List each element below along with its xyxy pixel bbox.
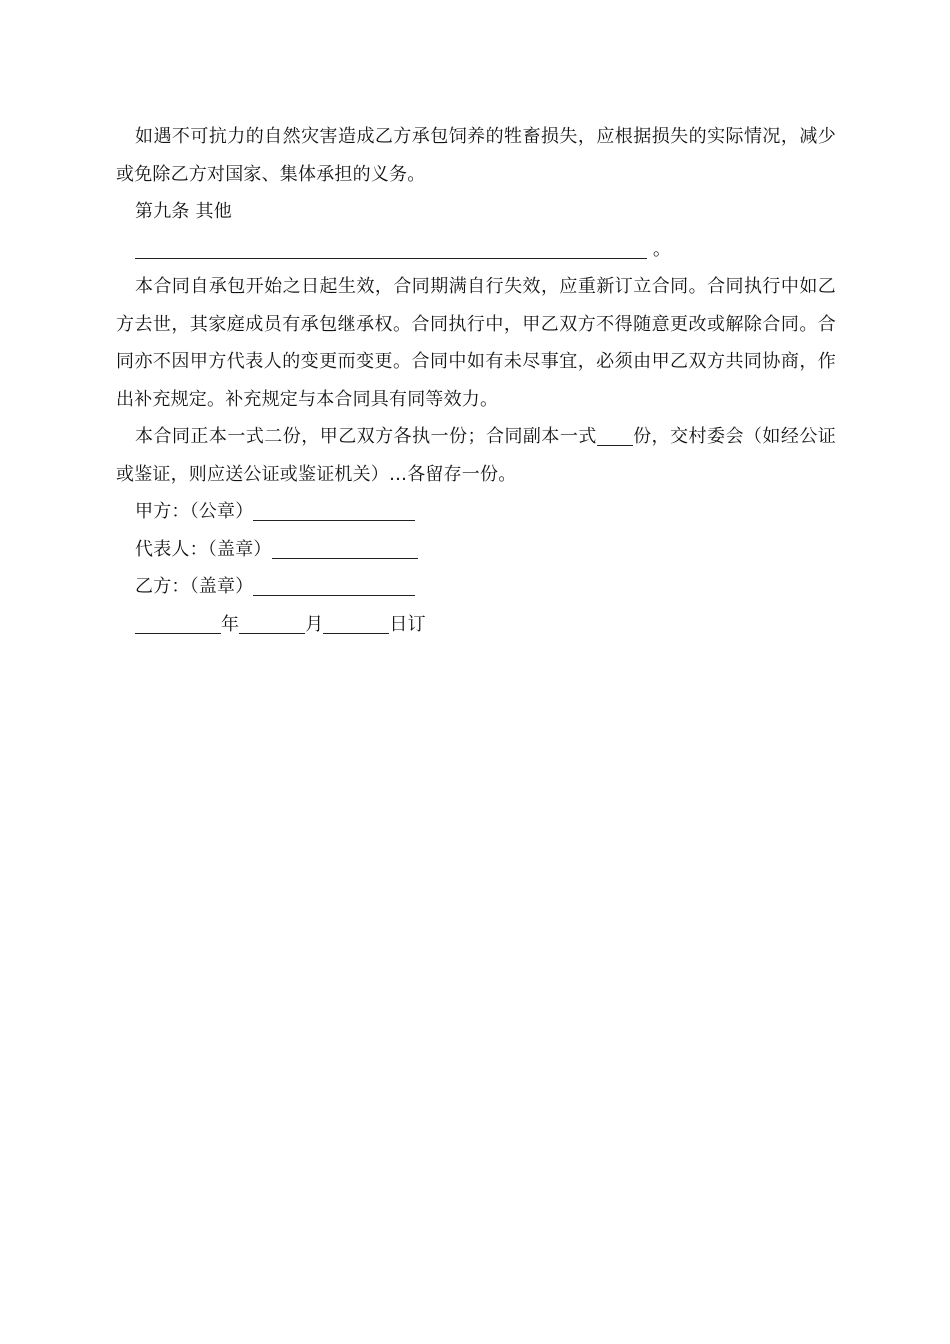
period-mark: 。 bbox=[652, 238, 672, 260]
fill-in-blank-copies[interactable] bbox=[597, 423, 633, 446]
fill-in-blank-day[interactable] bbox=[323, 611, 389, 634]
article-nine-blank-line bbox=[116, 231, 836, 269]
fill-in-blank-other[interactable] bbox=[135, 236, 647, 259]
signing-date bbox=[116, 606, 836, 644]
fill-in-blank-party-b[interactable] bbox=[253, 573, 415, 596]
paragraph-force-majeure: 如遇不可抗力的自然灾害造成乙方承包饲养的牲畜损失，应根据损失的实际情况，减少或免除乙方对国家、集体承担的义务。 bbox=[116, 126, 836, 185]
month-label: 月 bbox=[305, 613, 324, 635]
fill-in-blank-representative[interactable] bbox=[272, 536, 418, 559]
signature-party-a bbox=[116, 493, 836, 531]
fill-in-blank-year[interactable] bbox=[135, 611, 221, 634]
party-b-label: 乙方：（盖章） bbox=[135, 576, 254, 597]
day-label: 日订 bbox=[389, 613, 426, 635]
year-label: 年 bbox=[221, 613, 240, 635]
signature-representative bbox=[116, 531, 836, 569]
copies-text-part1: 本合同正本一式二份，甲乙双方各执一份；合同副本一式 bbox=[135, 426, 597, 447]
fill-in-blank-party-a[interactable] bbox=[253, 498, 415, 521]
paragraph-copies bbox=[116, 418, 836, 493]
representative-label: 代表人：（盖章） bbox=[135, 538, 272, 560]
article-nine-heading: 第九条 其他 bbox=[135, 201, 232, 222]
paragraph-effect: 本合同自承包开始之日起生效，合同期满自行失效，应重新订立合同。合同执行中如乙方去世，其家庭成员有承包继承权。合同执行中，甲乙双方不得随意更改或解除合同。合同亦不因甲方代表人的变更而变更。合同中如有未尽事宜，必须由甲乙双方共同协商，作出补充规定。补充规定与本合同具有同等效力。 bbox=[116, 276, 836, 410]
document-body bbox=[116, 118, 836, 643]
signature-party-b bbox=[116, 568, 836, 606]
fill-in-blank-month[interactable] bbox=[239, 611, 305, 634]
party-a-label: 甲方：（公章） bbox=[135, 501, 254, 522]
copies-text-part2: 份，交村委会（如经公证或鉴证，则应送公证或鉴证机关）…各留存一份。 bbox=[116, 426, 837, 485]
